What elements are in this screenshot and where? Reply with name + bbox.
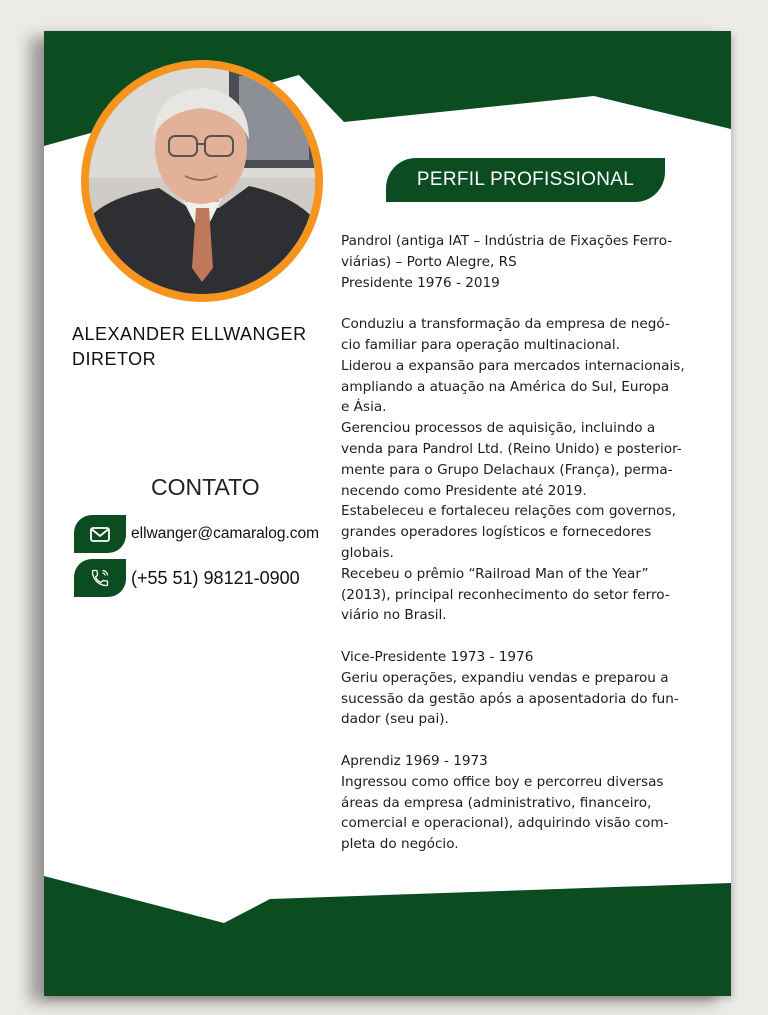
apprentice-line: pleta do negócio. [341, 836, 459, 853]
profile-photo [89, 68, 315, 294]
president-role: Presidente 1976 - 2019 [341, 274, 500, 291]
phone-icon [74, 559, 126, 597]
envelope-icon [74, 515, 126, 553]
contact-email[interactable]: ellwanger@camaralog.com [131, 525, 320, 542]
president-line: grandes operadores logísticos e fornecedores [341, 524, 652, 541]
resume-page [44, 31, 731, 996]
bottom-green-band [44, 876, 731, 996]
apprentice-line: comercial e operacional), adquirindo visão com- [341, 815, 669, 832]
apprentice-line: Ingressou como office boy e percorreu diversas [341, 773, 664, 790]
president-line: necendo como Presidente até 2019. [341, 482, 587, 499]
profile-content [341, 231, 731, 855]
person-title: DIRETOR [72, 349, 157, 369]
person-name: ALEXANDER ELLWANGER [72, 324, 307, 344]
president-line: e Ásia. [341, 399, 387, 416]
apprentice-line: áreas da empresa (administrativo, financeiro, [341, 794, 652, 811]
vice-role: Vice-Presidente 1973 - 1976 [341, 648, 534, 665]
president-line: Estabeleceu e fortaleceu relações com governos, [341, 503, 676, 520]
person-info [72, 322, 307, 372]
contact-heading: CONTATO [151, 474, 260, 500]
president-line: (2013), principal reconhecimento do setor ferro- [341, 586, 670, 603]
president-line: Liderou a expansão para mercados internacionais, [341, 357, 685, 374]
president-line: venda para Pandrol Ltd. (Reino Unido) e posterior- [341, 440, 682, 457]
president-line: Conduziu a transformação da empresa de negó- [341, 316, 670, 333]
profile-heading [386, 158, 665, 202]
president-line: Recebeu o prêmio “Railroad Man of the Year” [341, 565, 649, 582]
company-line: viárias) – Porto Alegre, RS [341, 253, 517, 270]
contact-phone[interactable]: (+55 51) 98121-0900 [131, 567, 300, 588]
president-line: globais. [341, 544, 394, 561]
vice-line: dador (seu pai). [341, 711, 449, 728]
profile-heading-text: PERFIL PROFISSIONAL [416, 169, 635, 190]
profile-photo-frame [81, 60, 323, 302]
president-line: ampliando a atuação na América do Sul, Europa [341, 378, 670, 395]
president-line: Gerenciou processos de aquisição, incluindo a [341, 420, 656, 437]
apprentice-role: Aprendiz 1969 - 1973 [341, 752, 488, 769]
president-line: viário no Brasil. [341, 607, 447, 624]
president-line: cio familiar para operação multinacional. [341, 336, 620, 353]
contact-email-row [74, 515, 319, 553]
company-line: Pandrol (antiga IAT – Indústria de Fixações Ferro- [341, 233, 673, 249]
contact-phone-row [74, 559, 300, 597]
vice-line: sucessão da gestão após a aposentadoria do fun- [341, 690, 679, 707]
president-line: mente para o Grupo Delachaux (França), perma- [341, 461, 673, 478]
vice-line: Geriu operações, expandiu vendas e preparou a [341, 669, 669, 686]
